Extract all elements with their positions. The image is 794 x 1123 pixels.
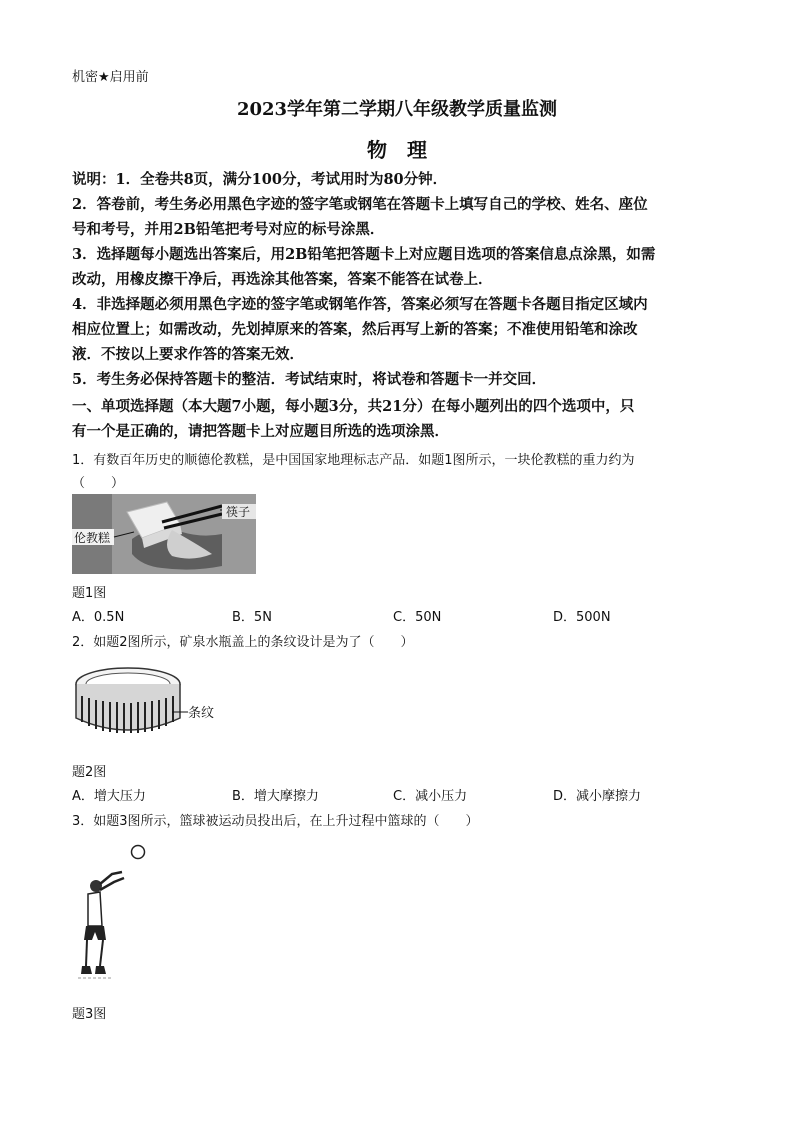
figure-3-caption: 题3图: [72, 1007, 107, 1022]
instruction-line-2: 2．答卷前，考生务必用黑色字迹的签字笔或钢笔在答题卡上填写自己的学校、姓名、座位: [72, 196, 648, 213]
section-heading-line-1: 一、单项选择题（本大题7小题，每小题3分，共21分）在每小题列出的四个选项中，只: [72, 398, 635, 415]
figure-1-label-chopsticks: 筷子: [226, 505, 251, 519]
question-2-option-a: A．增大压力: [72, 789, 146, 804]
figure-1-lunjiao-cake: [72, 494, 256, 574]
instruction-line-8: 液．不按以上要求作答的答案无效．: [72, 346, 304, 363]
figure-2-caption: 题2图: [72, 765, 107, 780]
question-1-option-c: C．50N: [393, 610, 442, 625]
instruction-line-1: 说明：1．全卷共8页，满分100分，考试用时为80分钟．: [72, 171, 448, 188]
question-1-option-d: D．500N: [553, 610, 611, 625]
figure-1-caption: 题1图: [72, 586, 107, 601]
instruction-line-9: 5．考生务必保持答题卡的整洁．考试结束时，将试卷和答题卡一并交回．: [72, 371, 547, 388]
question-1-option-a: A．0.5N: [72, 610, 125, 625]
instruction-line-4: 3．选择题每小题选出答案后，用2B铅笔把答题卡上对应题目选项的答案信息点涂黑，如需: [72, 246, 656, 263]
instruction-line-3: 号和考号，并用2B铅笔把考号对应的标号涂黑．: [72, 221, 385, 238]
question-2-stem: 2．如题2图所示，矿泉水瓶盖上的条纹设计是为了（ ）: [72, 635, 414, 650]
question-1-option-b: B．5N: [232, 610, 272, 625]
figure-2-bottle-cap: [72, 662, 222, 746]
subject-title: 物理: [367, 138, 447, 162]
question-1-blank: （ ）: [72, 476, 125, 491]
figure-3-basketball-player: [72, 838, 162, 990]
question-3-stem: 3．如题3图所示，篮球被运动员投出后，在上升过程中篮球的（ ）: [72, 814, 479, 829]
instruction-line-6: 4．非选择题必须用黑色字迹的签字笔或钢笔作答，答案必须写在答题卡各题目指定区域内: [72, 296, 648, 313]
instruction-line-7: 相应位置上；如需改动，先划掉原来的答案，然后再写上新的答案；不准使用铅笔和涂改: [72, 321, 638, 338]
question-2-option-d: D．减小摩擦力: [553, 789, 642, 804]
figure-1-label-cake: 伦教糕: [74, 531, 111, 545]
exam-title: 2023学年第二学期八年级教学质量监测: [236, 99, 558, 120]
figure-2-label-stripes: 条纹: [188, 706, 215, 721]
section-heading-line-2: 有一个是正确的，请把答题卡上对应题目所选的选项涂黑．: [72, 423, 449, 440]
question-1-stem: 1．有数百年历史的顺德伦教糕，是中国国家地理标志产品．如题1图所示，一块伦教糕的重力约为: [72, 453, 635, 468]
instruction-line-5: 改动，用橡皮擦干净后，再选涂其他答案，答案不能答在试卷上．: [72, 271, 493, 288]
question-2-option-c: C．减小压力: [393, 789, 468, 804]
confidential-label: 机密★启用前: [72, 70, 149, 85]
question-2-option-b: B．增大摩擦力: [232, 789, 319, 804]
basketball-icon: [132, 846, 145, 859]
